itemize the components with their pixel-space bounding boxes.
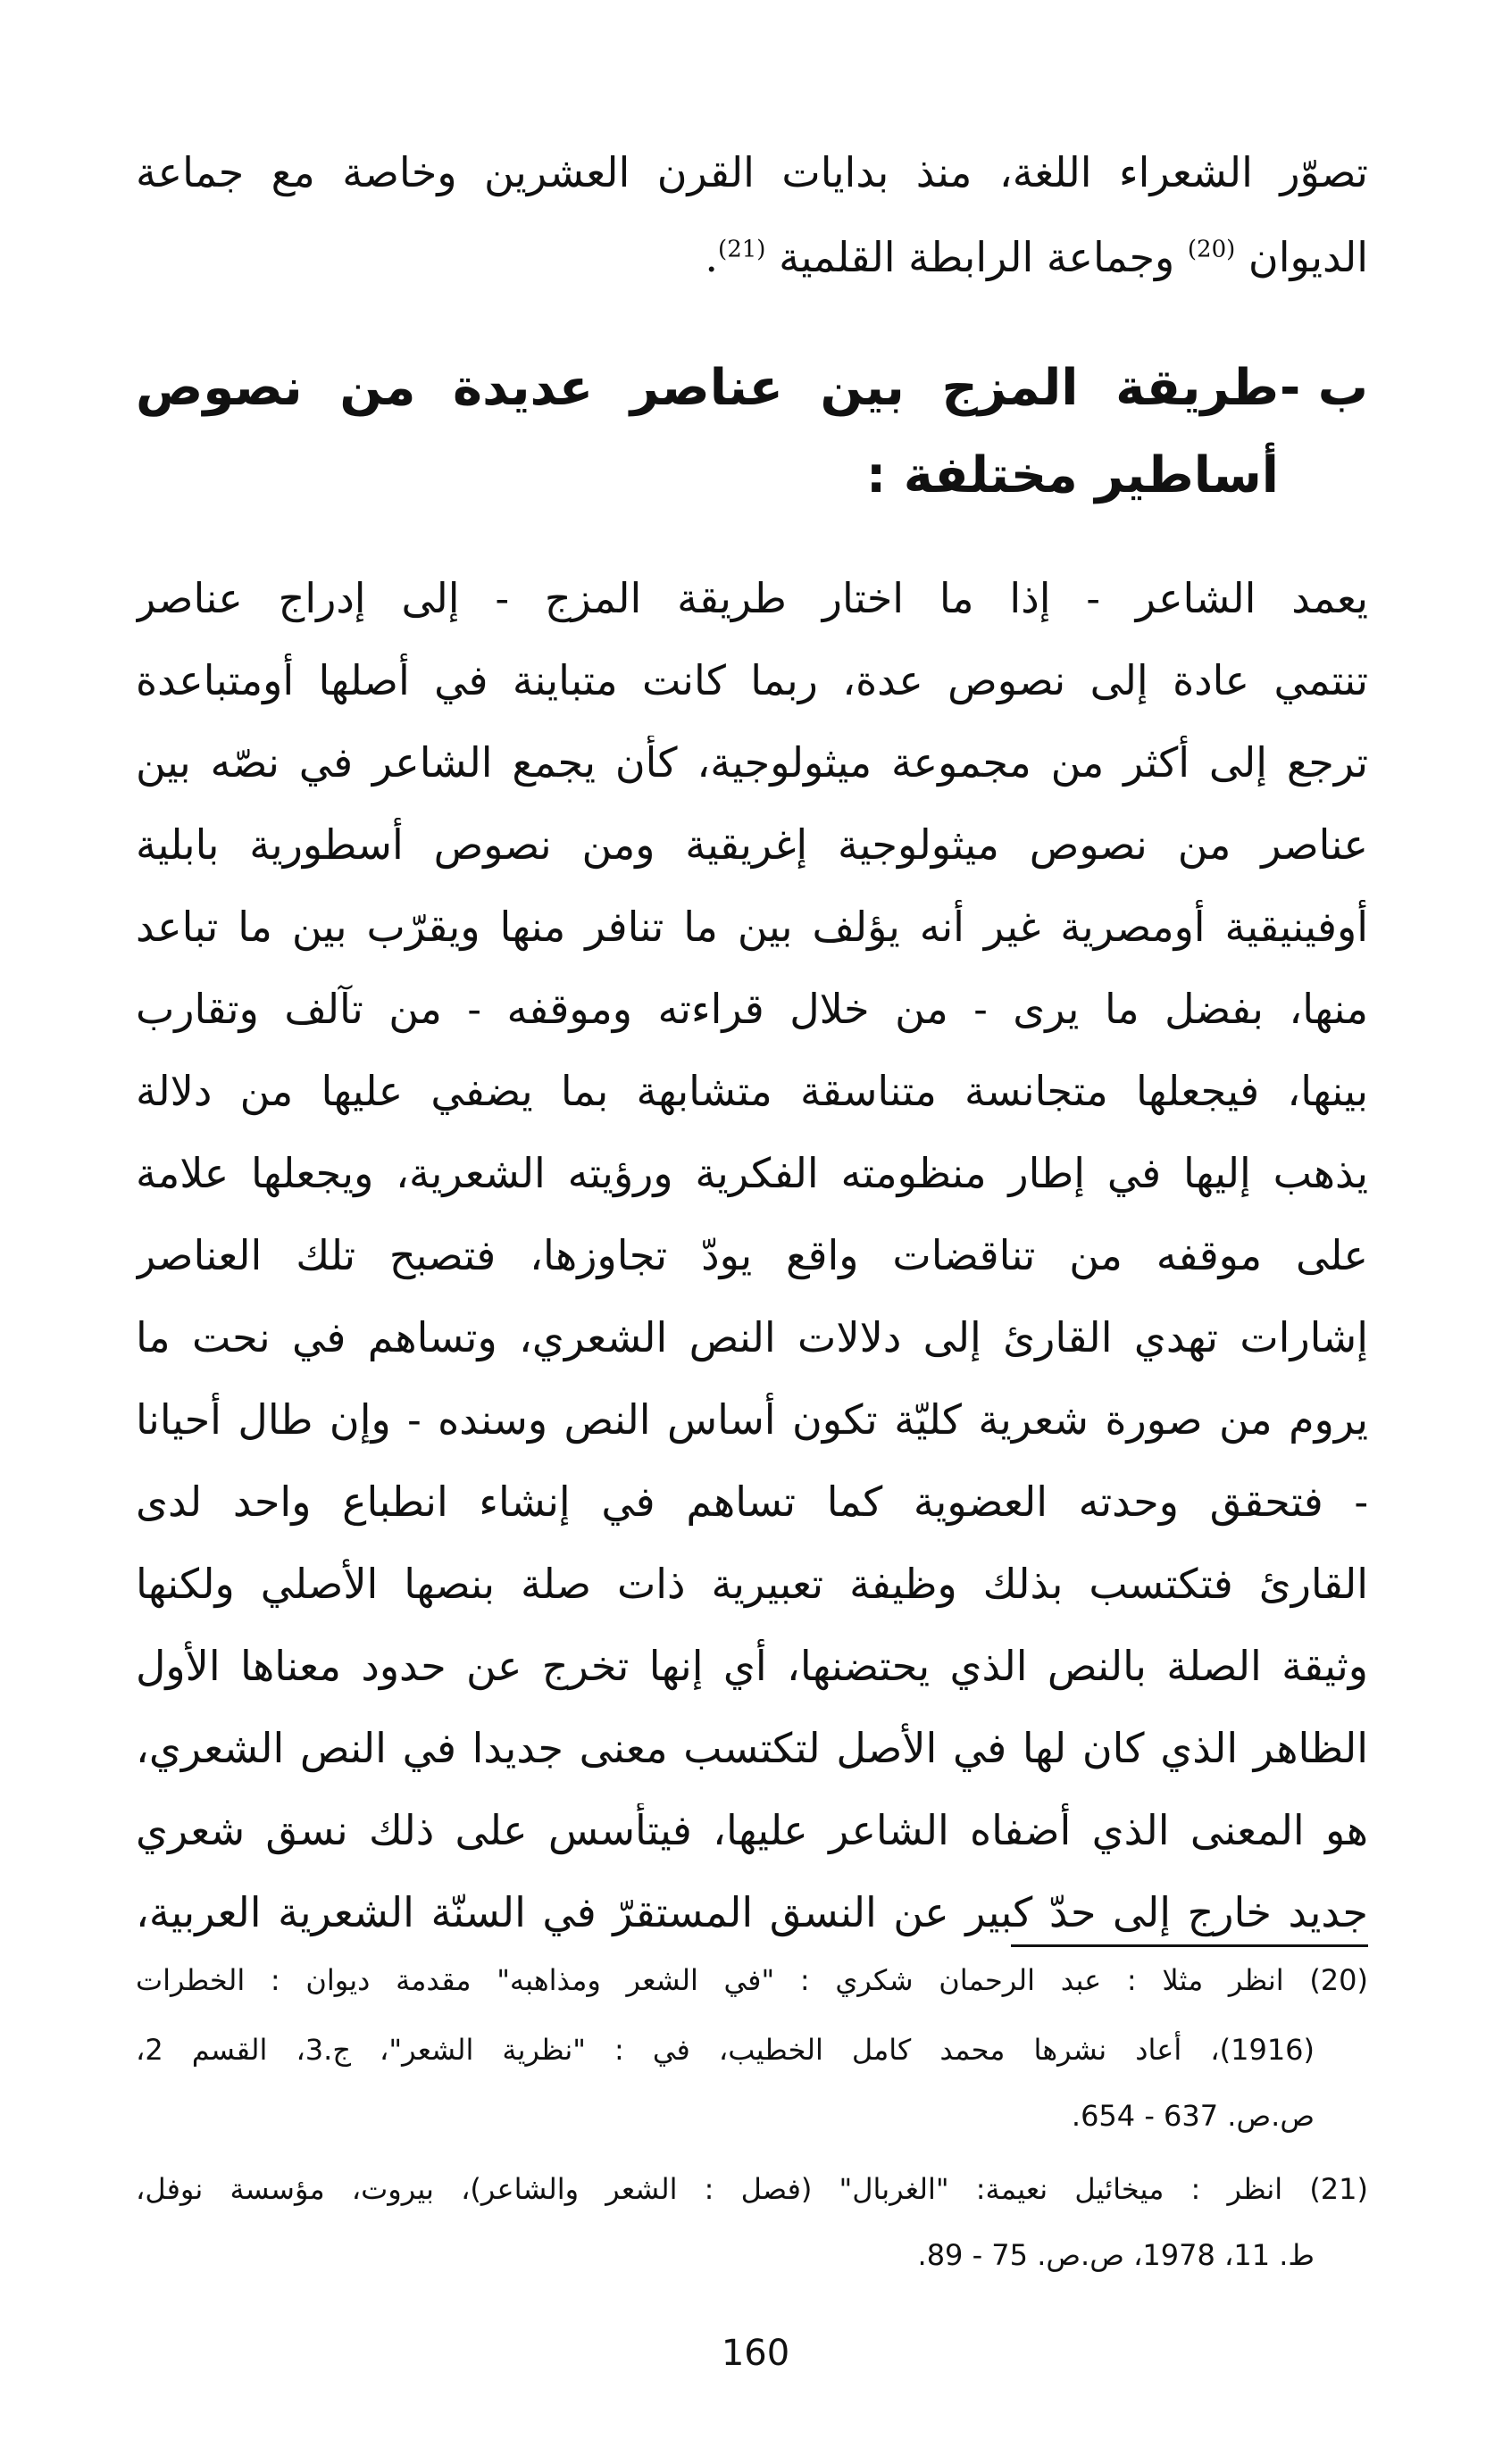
footnote-21-line-2: ط. 11، 1978، ص.ص. 75 - 89. xyxy=(917,2238,1315,2272)
body-line: عناصر من نصوص ميثولوجية إغريقية ومن نصوص أسطورية بابلية xyxy=(136,820,1368,869)
section-heading-line-1: طريقة المزج بين عناصر عديدة من نصوص xyxy=(136,359,1279,417)
body-line: القارئ فتكتسب بذلك وظيفة تعبيرية ذات صلة بنصها الأصلي ولكنها xyxy=(136,1560,1368,1608)
intro-line-1: تصوّر الشعراء اللغة، منذ بدايات القرن العشرين وخاصة مع جماعة xyxy=(136,148,1368,196)
section-heading-marker: ب - xyxy=(1279,359,1368,417)
section-heading-line-2: أساطير مختلفة : xyxy=(865,446,1279,504)
body-line: - فتحقق وحدته العضوية كما تساهم في إنشاء انطباع واحد لدى xyxy=(136,1478,1368,1526)
intro-line-2 xyxy=(136,230,1368,284)
body-line: يذهب إليها في إطار منظومته الفكرية ورؤيته الشعرية، ويجعلها علامة xyxy=(136,1149,1368,1197)
body-line: الظاهر الذي كان لها في الأصل لتكتسب معنى جديدا في النص الشعري، xyxy=(136,1724,1368,1772)
intro-line-2-end: . xyxy=(705,233,719,281)
body-line: جديد خارج إلى حدّ كبير عن النسق المستقرّ في السنّة الشعرية العربية، xyxy=(136,1888,1368,1936)
footnote-20-line-2: (1916)، أعاد نشرها محمد كامل الخطيب، في : "نظرية الشعر"، ج.3، القسم 2، xyxy=(136,2033,1315,2067)
footnote-20-line-3: ص.ص. 637 - 654. xyxy=(1071,2099,1315,2133)
footnote-ref-20[interactable]: (20) xyxy=(1187,236,1236,263)
body-line: تنتمي عادة إلى نصوص عدة، ربما كانت متباينة في أصلها أومتباعدة xyxy=(136,656,1368,704)
body-line: على موقفه من تناقضات واقع يودّ تجاوزها، فتصبح تلك العناصر xyxy=(136,1231,1368,1279)
body-line: يعمد الشاعر - إذا ما اختار طريقة المزج - إلى إدراج عناصر xyxy=(136,574,1368,622)
body-line: منها، بفضل ما يرى - من خلال قراءته وموقفه - من تآلف وتقارب xyxy=(136,985,1368,1033)
body-line: هو المعنى الذي أضفاه الشاعر عليها، فيتأسس على ذلك نسق شعري xyxy=(136,1806,1368,1854)
body-line: وثيقة الصلة بالنص الذي يحتضنها، أي إنها تخرج عن حدود معناها الأول xyxy=(136,1642,1368,1690)
footnote-separator xyxy=(1011,1944,1368,1947)
body-line: إشارات تهدي القارئ إلى دلالات النص الشعري، وتساهم في نحت ما xyxy=(136,1313,1368,1361)
body-line: أوفينيقية أومصرية غير أنه يؤلف بين ما تنافر منها ويقرّب بين ما تباعد xyxy=(136,903,1368,951)
page-number: 160 xyxy=(721,2333,790,2374)
footnote-ref-21[interactable]: (21) xyxy=(718,236,766,263)
body-line: ترجع إلى أكثر من مجموعة ميثولوجية، كأن يجمع الشاعر في نصّه بين xyxy=(136,738,1368,787)
intro-line-2-text: الديوان xyxy=(1248,233,1368,281)
body-line: يروم من صورة شعرية كليّة تكون أساس النص وسنده - وإن طال أحيانا xyxy=(136,1395,1368,1444)
body-line: بينها، فيجعلها متجانسة متناسقة متشابهة بما يضفي عليها من دلالة xyxy=(136,1067,1368,1115)
footnote-21-line-1: (21) انظر : ميخائيل نعيمة: "الغربال" (فصل : الشعر والشاعر)، بيروت، مؤسسة نوفل، xyxy=(136,2172,1368,2206)
footnote-20-line-1: (20) انظر مثلا : عبد الرحمان شكري : "في الشعر ومذاهبه" مقدمة ديوان : الخطرات xyxy=(136,1963,1368,1997)
intro-line-2-text2: وجماعة الرابطة القلمية xyxy=(779,233,1188,281)
